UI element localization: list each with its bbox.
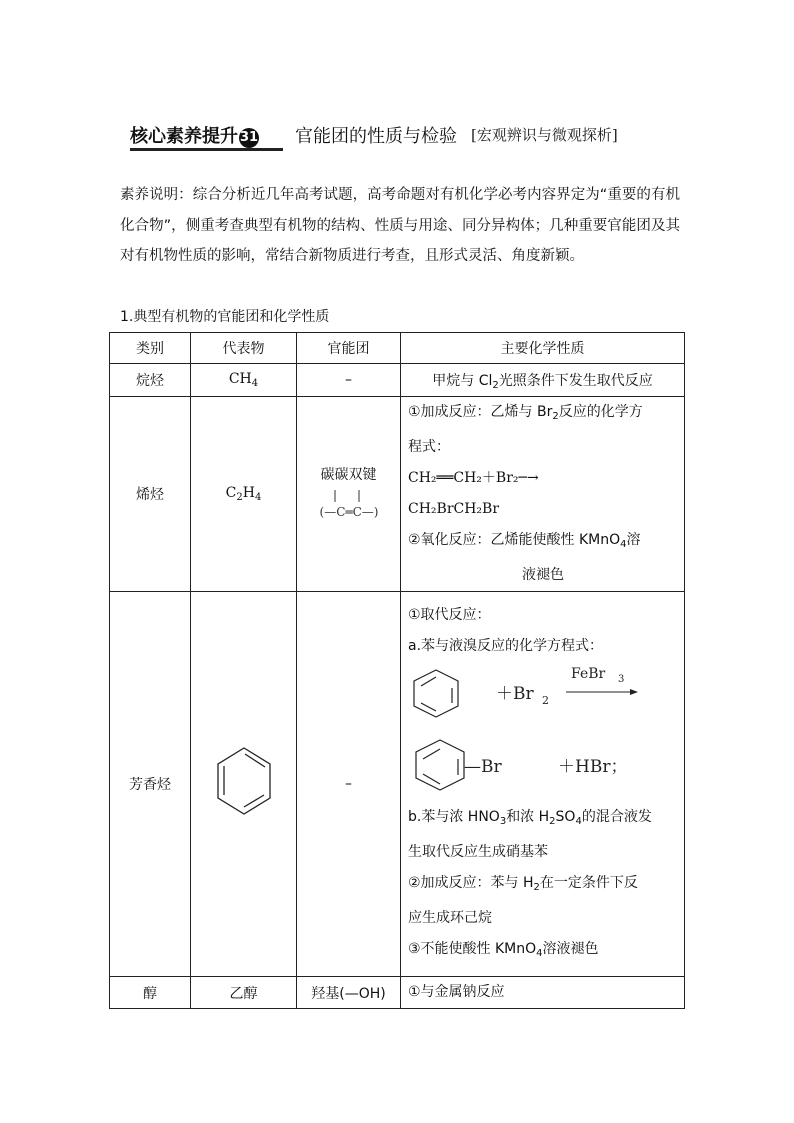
group-formula: (—C═C—) (319, 505, 378, 519)
table-row-aromatic (110, 592, 685, 977)
cell-representative: 乙醇 (191, 977, 297, 1009)
cell-properties: 甲烷与 $Cl_2$光照条件下发生取代反应 (401, 364, 685, 397)
functional-group-table (109, 332, 685, 1009)
group-name: 碳碳双键 (320, 467, 377, 483)
cell-representative: $C_2H_4$ (191, 397, 297, 592)
cell-category: 芳香烃 (110, 592, 191, 977)
title-topic: 官能团的性质与检验 (295, 126, 457, 147)
intro-paragraph: 素养说明：综合分析近几年高考试题，高考命题对有机化学必考内容界定为“重要的有机化合物”，侧重考查典型有机物的结构、性质与用途、同分异构体；几种重要官能团及其对有机物性质的影响，常结合新物质进行考查，且形式灵活、角度新颖。 (120, 187, 680, 264)
cell-representative (191, 592, 297, 977)
catalyst-label: FeBr (571, 665, 606, 682)
header-properties: 主要化学性质 (401, 333, 685, 364)
cell-properties: ①与金属钠反应 (401, 977, 685, 1009)
cell-category: 烯烃 (110, 397, 191, 592)
cell-properties: ①加成反应：乙烯与 $Br_2$反应的化学方 程式： CH₂══CH₂＋Br₂─→ CH₂BrCH₂Br ②氧化反应：乙烯能使酸性 KMnO$_4$溶 液褪色 (401, 397, 685, 592)
header-category: 类别 (110, 333, 191, 364)
equation-line-1: CH₂══CH₂＋Br₂─→ (408, 470, 539, 486)
cell-functional-group: 羟基(—OH) (297, 977, 401, 1009)
title-underline (130, 148, 283, 151)
table-row-alkane (110, 364, 685, 397)
title-main: 核心素养提升 31 (130, 126, 259, 147)
cell-category: 醇 (110, 977, 191, 1009)
reaction-arrow-icon (630, 689, 638, 695)
header-representative: 代表物 (191, 333, 297, 364)
benzene-reactant-icon (414, 670, 458, 717)
benzene-ring-icon (214, 744, 274, 820)
header-functional-group: 官能团 (297, 333, 401, 364)
bromo-substituent: —Br (464, 756, 502, 777)
section-heading: 1.典型有机物的官能团和化学性质 (120, 309, 330, 325)
cell-properties: ①取代反应： a.苯与液溴反应的化学方程式： ＋Br 2 FeBr 3 —Br ＋HBr； b.苯与浓 $HNO_3$和浓 $H_2SO_4$的混合液发 生取代反应生成硝基苯 ②加成反应：苯与 $H_2$在一定条件下反 应生成环己烷 ③不能使酸性 KMnO$_4$溶液褪色 (401, 592, 685, 977)
number-badge: 31 (239, 128, 259, 148)
double-bond-structure-icon (304, 484, 394, 524)
equation-line-2: CH₂BrCH₂Br (408, 501, 500, 517)
table-header-row (110, 333, 685, 364)
cell-functional-group: – (297, 592, 401, 977)
table-row-alkene (110, 397, 685, 592)
cell-category: 烷烃 (110, 364, 191, 397)
bromination-reactants (408, 662, 678, 732)
bromination-products (408, 732, 678, 802)
table-row-alcohol (110, 977, 685, 1009)
plus-br2: ＋Br (496, 683, 534, 704)
plus-hbr: ＋HBr； (558, 756, 628, 777)
br2-subscript: 2 (542, 693, 549, 707)
title-subtitle: [宏观辨识与微观探析] (471, 126, 618, 144)
bromobenzene-icon (416, 740, 464, 790)
cell-representative: $CH_4$ (191, 364, 297, 397)
catalyst-subscript: 3 (618, 673, 625, 685)
cell-functional-group (297, 397, 401, 592)
page-title (130, 122, 690, 152)
cell-functional-group: – (297, 364, 401, 397)
